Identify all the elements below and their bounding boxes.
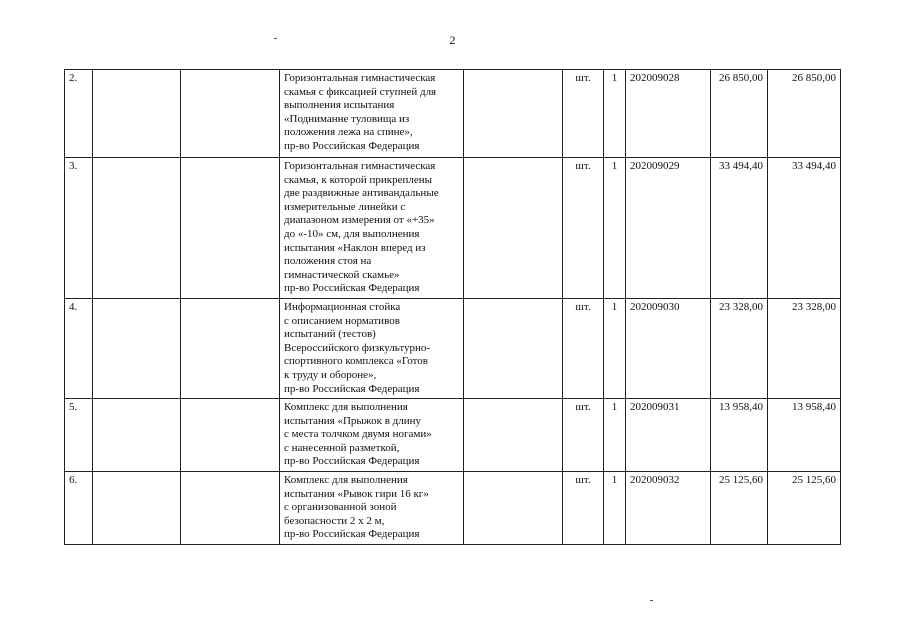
- table-row: [65, 158, 841, 299]
- description-line: скамья, к которой прикреплены: [284, 173, 433, 186]
- description-line: две раздвижные антивандальные: [284, 187, 439, 200]
- empty-cell: [464, 298, 563, 398]
- description-line: положения стоя на: [284, 255, 372, 268]
- description-line: «Подниманне туловища из: [284, 112, 410, 125]
- description-line: до «-10» см, для выполнения: [284, 227, 420, 240]
- unit-cell: шт.: [563, 70, 604, 158]
- total-cell: 25 125,60: [768, 472, 841, 545]
- unit-price-cell: 23 328,00: [711, 298, 768, 398]
- description-cell: [280, 399, 464, 472]
- item-code-cell: 202009032: [626, 472, 711, 545]
- quantity-cell: 1: [604, 399, 626, 472]
- item-number-cell: 2.: [65, 70, 93, 158]
- quantity-cell: 1: [604, 298, 626, 398]
- description-line: Горизонтальная гимнастическая: [284, 72, 436, 84]
- unit-cell: шт.: [563, 158, 604, 299]
- item-number-cell: 6.: [65, 472, 93, 545]
- item-number-cell: 4.: [65, 298, 93, 398]
- unit-cell: шт.: [563, 399, 604, 472]
- unit-price-cell: 33 494,40: [711, 158, 768, 299]
- unit-price-cell: 25 125,60: [711, 472, 768, 545]
- empty-cell: [181, 472, 280, 545]
- table-row: [65, 399, 841, 472]
- description-line: испытания «Прыжок в длину: [284, 414, 422, 427]
- table-row: [65, 298, 841, 398]
- table-body: [65, 70, 841, 545]
- total-cell: 23 328,00: [768, 298, 841, 398]
- description-line: с описанием нормативов: [284, 314, 400, 327]
- unit-cell: шт.: [563, 472, 604, 545]
- empty-cell: [464, 472, 563, 545]
- specification-table: [64, 69, 841, 545]
- item-number-cell: 5.: [65, 399, 93, 472]
- empty-cell: [93, 298, 181, 398]
- empty-cell: [181, 399, 280, 472]
- description-cell: [280, 298, 464, 398]
- quantity-cell: 1: [604, 158, 626, 299]
- description-line: скамья с фиксацией ступней для: [284, 85, 437, 98]
- description-line: пр-во Российская Федерация: [284, 282, 420, 295]
- empty-cell: [93, 399, 181, 472]
- description-line: испытаний (тестов): [284, 328, 376, 341]
- description-line: пр-во Российская Федерация: [284, 382, 420, 395]
- description-line: Горизонтальная гимнастическая: [284, 160, 436, 172]
- description-line: к труду и обороне»,: [284, 368, 377, 381]
- empty-cell: [93, 472, 181, 545]
- empty-cell: [93, 70, 181, 158]
- item-number-cell: 3.: [65, 158, 93, 299]
- total-cell: 13 958,40: [768, 399, 841, 472]
- unit-price-cell: 26 850,00: [711, 70, 768, 158]
- quantity-cell: 1: [604, 472, 626, 545]
- description-line: пр-во Российская Федерация: [284, 455, 420, 468]
- description-line: Комплекс для выполнения: [284, 474, 408, 487]
- scan-speck: [274, 38, 277, 39]
- total-cell: 33 494,40: [768, 158, 841, 299]
- total-cell: 26 850,00: [768, 70, 841, 158]
- description-cell: [280, 70, 464, 158]
- description-line: положения лежа на спине»,: [284, 126, 413, 139]
- description-line: с организованной зоной: [284, 501, 397, 514]
- description-line: испытания «Наклон вперед из: [284, 241, 426, 254]
- quantity-cell: 1: [604, 70, 626, 158]
- empty-cell: [181, 158, 280, 299]
- description-cell: [280, 158, 464, 299]
- description-line: спортивного комплекса «Готов: [284, 355, 429, 368]
- description-cell: [280, 472, 464, 545]
- empty-cell: [464, 158, 563, 299]
- description-line: выполнения испытания: [284, 99, 395, 112]
- empty-cell: [181, 70, 280, 158]
- description-line: испытания «Рывок гири 16 кг»: [284, 487, 429, 500]
- scan-speck: [650, 600, 653, 601]
- description-line: гимнастической скамье»: [284, 268, 400, 281]
- empty-cell: [464, 70, 563, 158]
- description-line: диапазоном измерения от «+35»: [284, 214, 435, 227]
- empty-cell: [181, 298, 280, 398]
- empty-cell: [464, 399, 563, 472]
- description-line: безопасности 2 х 2 м,: [284, 514, 385, 527]
- unit-price-cell: 13 958,40: [711, 399, 768, 472]
- description-line: измерительные линейки с: [284, 200, 406, 213]
- description-line: Всероссийского физкультурно-: [284, 341, 431, 354]
- description-line: Комплекс для выполнения: [284, 401, 408, 414]
- description-line: Информационная стойка: [284, 300, 401, 313]
- item-code-cell: 202009029: [626, 158, 711, 299]
- table-row: [65, 472, 841, 545]
- item-code-cell: 202009031: [626, 399, 711, 472]
- description-line: пр-во Российская Федерация: [284, 528, 420, 541]
- empty-cell: [93, 158, 181, 299]
- page-number: 2: [449, 33, 456, 47]
- item-code-cell: 202009028: [626, 70, 711, 158]
- unit-cell: шт.: [563, 298, 604, 398]
- description-line: с нанесенной разметкой,: [284, 441, 400, 454]
- table-row: [65, 70, 841, 158]
- description-line: пр-во Российская Федерация: [284, 139, 420, 152]
- item-code-cell: 202009030: [626, 298, 711, 398]
- description-line: с места толчком двумя ногами»: [284, 428, 432, 441]
